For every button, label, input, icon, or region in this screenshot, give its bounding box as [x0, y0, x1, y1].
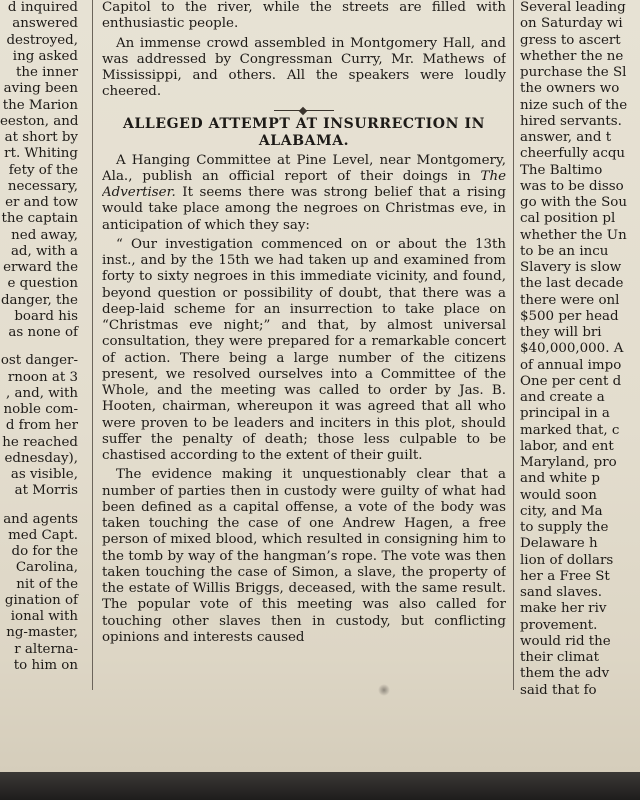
right-column: [520, 0, 640, 699]
background-surface: [0, 772, 640, 800]
paragraph-capitol: Capitol to the river, while the streets are filled with enthusiastic people.: [102, 0, 506, 32]
right-column-line: on Saturday wi: [520, 16, 623, 32]
right-column-line: The Baltimo: [520, 162, 603, 178]
left-column-line: do for the: [11, 544, 78, 559]
intro-text: A Hanging Committee at Pine Level, near Montgomery, Ala., publish an official report of their doings in: [102, 152, 506, 184]
right-column-line: One per cent d: [520, 373, 622, 389]
left-column-line: the Marion: [2, 97, 78, 113]
left-column-line: d inquired: [7, 0, 78, 15]
right-column-line: of annual impo: [520, 357, 622, 373]
section-divider: [274, 109, 334, 113]
left-column-line: med Capt.: [8, 527, 78, 543]
right-column-line: whether the Un: [520, 227, 627, 243]
newspaper-name: The Advertiser.: [102, 168, 506, 200]
left-column-line: answered: [12, 16, 78, 32]
right-column-line: Several leading: [520, 0, 626, 15]
paragraph-investigation: “ Our investigation commenced on or about the 13th inst., and by the 15th we had taken up and examined from forty to sixty negroes in this immediate vicinity, and found, beyond question or possibility of doubt, that there was a deep-laid scheme for an insurrection to take place on “Christmas eve night;” and that, by almost universal consultation, they were prepared for a remarkable concert of action. There being a large number of the citizens present, we resolved ourselves into a Committee of the Whole, and the meeting was called to order by Jas. B. Hooten, chairman, whereupon it was agreed that all who were proven to be leaders and inciters in this plot, should suffer the penalty of death; those less culpable to be chastised according to the extent of their guilt.: [102, 236, 506, 463]
paragraph-montgomery-hall: An immense crowd assembled in Montgomery Hall, and was addressed by Congressman Curry, Mr. Mathews of Mississippi, and others. All the speakers were loudly cheered.: [102, 35, 506, 100]
right-column-line: there were onl: [520, 292, 620, 308]
left-column-line: danger, the: [0, 292, 78, 308]
left-column-line: and agents: [3, 511, 78, 527]
left-column-line: the captain: [1, 211, 78, 227]
right-column-line: said that fo: [520, 682, 597, 698]
left-column-line: the inner: [15, 65, 78, 80]
right-column-line: provement.: [520, 617, 598, 633]
right-column-line: make her riv: [520, 601, 607, 617]
left-column-line: ned away,: [11, 227, 78, 243]
right-column-line: $500 per head: [520, 308, 619, 324]
right-column-line: $40,000,000. A: [520, 341, 624, 357]
left-column-line: nit of the: [16, 576, 78, 592]
left-column-line: ost danger-: [0, 353, 78, 369]
right-column-line: was to be disso: [520, 178, 624, 194]
right-column-line: sand slaves.: [520, 585, 603, 600]
right-column-line: purchase the Sl: [520, 65, 627, 80]
left-column-line: board his: [14, 308, 78, 324]
left-column-line: [0, 500, 78, 512]
right-column-line: they will bri: [520, 325, 602, 340]
left-column-line: , and, with: [6, 385, 78, 401]
right-column-line: their climat: [520, 650, 599, 665]
left-column: [0, 0, 80, 674]
right-column-line: and create a: [520, 390, 605, 405]
left-column-line: e question: [7, 276, 78, 292]
right-column-line: nize such of the: [520, 97, 628, 113]
left-column-line: gination of: [4, 592, 78, 608]
right-column-line: lion of dollars: [520, 552, 614, 568]
paragraph-intro: [102, 153, 506, 234]
right-column-line: cheerfully acqu: [520, 146, 626, 162]
article-headline: ALLEGED ATTEMPT AT INSURRECTION IN ALABAMA.: [123, 115, 485, 149]
right-column-line: the owners wo: [520, 81, 620, 97]
right-column-line: city, and Ma: [520, 503, 603, 519]
right-column-line: principal in a: [520, 406, 610, 422]
left-column-line: as none of: [8, 325, 78, 340]
left-column-line: to him on: [13, 657, 78, 673]
left-column-line: ad, with a: [10, 243, 78, 259]
right-column-line: marked that, c: [520, 422, 620, 438]
right-column-line: Maryland, pro: [520, 455, 617, 470]
right-column-line: the last decade: [520, 276, 624, 292]
left-column-line: r alterna-: [14, 641, 78, 657]
right-column-line: Slavery is slow: [520, 260, 622, 275]
left-column-line: ing asked: [12, 48, 78, 64]
main-column: [102, 0, 506, 646]
right-column-line: answer, and t: [520, 130, 612, 145]
left-column-line: [0, 341, 78, 353]
right-column-line: would soon: [520, 487, 597, 503]
right-column-line: Delaware h: [520, 536, 598, 552]
paragraph-evidence: The evidence making it unquestionably clear that a number of parties then in custody were guilty of what had been defined as a capital offense, a vote of the body was taken touching the case of one Andrew Hagen, a free person of mixed blood, which resulted in consigning him to the tomb by way of the hangman’s rope. The vote was then taken touching the case of Simon, a slave, the property of the estate of Willis Briggs, deceased, with the same result. The popular vote of this meeting was also called for touching other slaves then in custody, but conflicting opinions and interests caused: [102, 467, 506, 645]
right-column-line: go with the Sou: [520, 195, 627, 210]
right-column-line: labor, and ent: [520, 438, 614, 454]
left-column-line: ional with: [10, 609, 78, 624]
paper-smudge: [378, 684, 390, 696]
left-column-line: er and tow: [5, 195, 78, 210]
left-column-line: destroyed,: [6, 32, 78, 48]
left-column-line: he reached: [2, 434, 78, 450]
right-column-line: cal position pl: [520, 211, 616, 227]
right-column-line: whether the ne: [520, 48, 624, 64]
column-rule-right: [513, 0, 514, 690]
right-column-line: them the adv: [520, 666, 610, 682]
left-column-line: fety of the: [8, 162, 78, 178]
column-rule-left: [92, 0, 93, 690]
left-column-line: d from her: [5, 418, 78, 434]
right-column-line: her a Free St: [520, 568, 610, 584]
left-column-line: eeston, and: [0, 113, 79, 129]
right-column-line: to supply the: [520, 520, 609, 535]
left-column-line: ng-master,: [6, 625, 78, 641]
left-column-line: aving been: [3, 81, 78, 97]
left-column-line: at short by: [4, 130, 78, 145]
right-column-line: hired servants.: [520, 113, 622, 129]
left-column-line: noble com-: [3, 402, 78, 417]
left-column-line: Carolina,: [15, 560, 78, 576]
right-column-line: and white p: [520, 471, 600, 487]
left-column-line: rt. Whiting: [4, 146, 78, 162]
left-column-line: erward the: [3, 260, 78, 275]
left-column-line: necessary,: [7, 178, 78, 194]
left-column-line: as visible,: [10, 467, 78, 482]
right-column-line: would rid the: [520, 633, 611, 649]
left-column-line: ednesday),: [4, 450, 78, 466]
left-column-line: at Morris: [14, 483, 78, 499]
right-column-line: gress to ascert: [520, 32, 621, 48]
intro-text-continued: It seems there was strong belief that a rising would take place among the negroes on Christmas eve, in anticipation of which they say:: [102, 185, 506, 233]
left-column-line: rnoon at 3: [7, 369, 78, 385]
right-column-line: to be an incu: [520, 243, 609, 259]
